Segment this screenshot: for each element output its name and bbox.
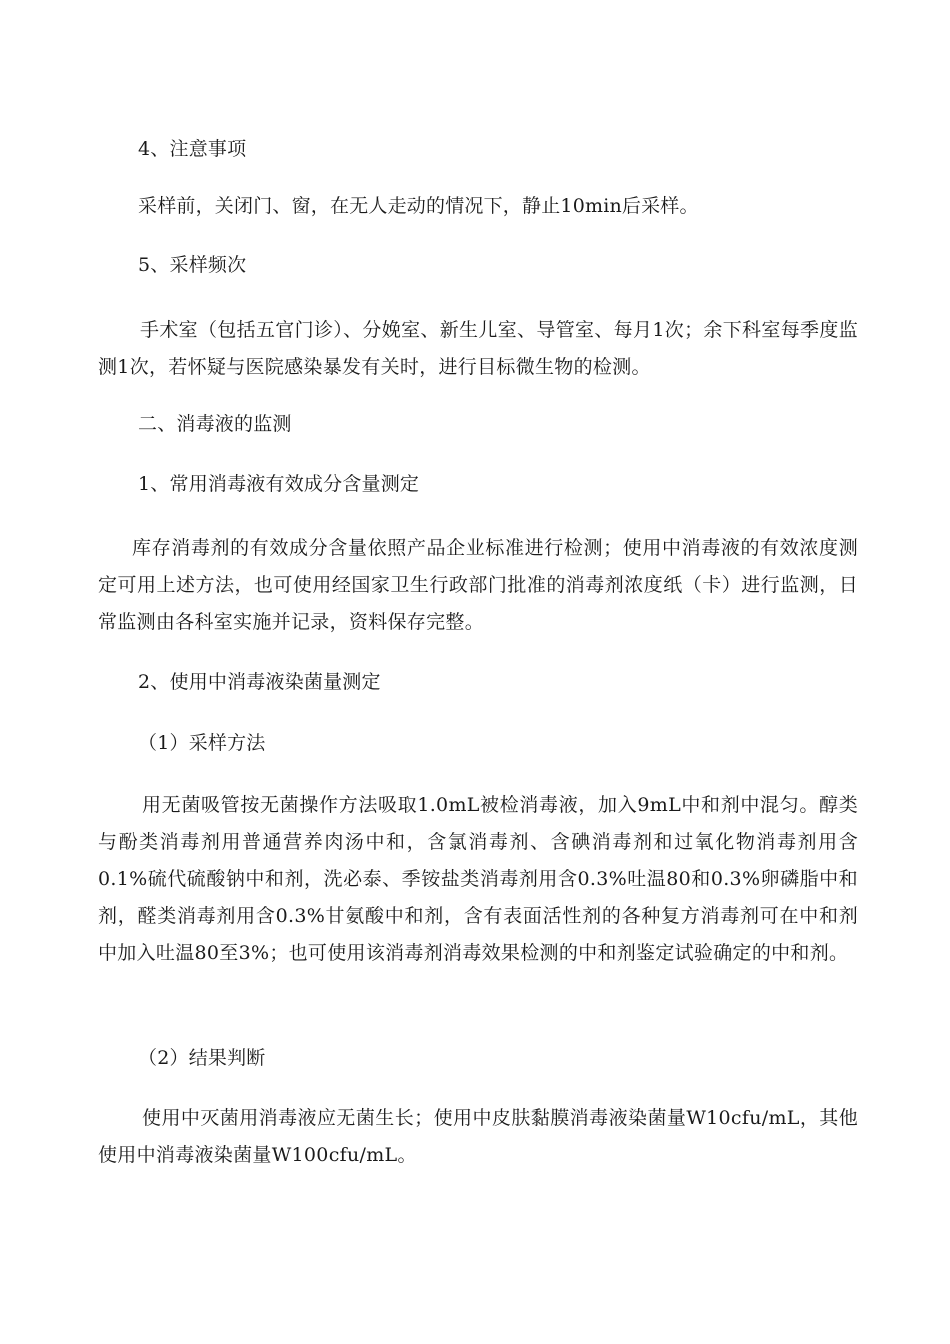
heading-active-ingredient: 1、常用消毒液有效成分含量测定 [138, 473, 420, 495]
paragraph-sampling-method: 用无菌吸管按无菌操作方法吸取1.0mL被检消毒液，加入9mL中和剂中混匀。醇类与酚类消毒剂用普通营养肉汤中和，含氯消毒剂、含碘消毒剂和过氧化物消毒剂用含0.1%硫代硫酸钠中和剂，洗必泰、季铵盐类消毒剂用含0.3%吐温80和0.3%卵磷脂中和剂，醛类消毒剂用含0.3%甘氨酸中和剂，含有表面活性剂的各种复方消毒剂可在中和剂中加入吐温80至3%；也可使用该消毒剂消毒效果检测的中和剂鉴定试验确定的中和剂。 [98, 794, 858, 964]
heading-sampling-method: （1）采样方法 [138, 732, 266, 754]
heading-contamination-measurement: 2、使用中消毒液染菌量测定 [138, 671, 381, 693]
heading-result-judgement: （2）结果判断 [138, 1047, 266, 1069]
paragraph-result-judgement: 使用中灭菌用消毒液应无菌生长；使用中皮肤黏膜消毒液染菌量W10cfu/mL，其他使用中消毒液染菌量W100cfu/mL。 [98, 1107, 858, 1166]
paragraph-precautions: 采样前，关闭门、窗，在无人走动的情况下，静止10min后采样。 [138, 195, 699, 217]
heading-precautions: 4、注意事项 [138, 138, 247, 160]
heading-disinfectant-monitoring: 二、消毒液的监测 [138, 413, 292, 435]
paragraph-sampling-frequency: 手术室（包括五官门诊）、分娩室、新生儿室、导管室、每月1次；余下科室每季度监测1次，若怀疑与医院感染暴发有关时，进行目标微生物的检测。 [98, 319, 858, 378]
paragraph-active-ingredient: 库存消毒剂的有效成分含量依照产品企业标准进行检测；使用中消毒液的有效浓度测定可用上述方法，也可使用经国家卫生行政部门批准的消毒剂浓度纸（卡）进行监测，日常监测由各科室实施并记录，资料保存完整。 [98, 537, 858, 633]
heading-sampling-frequency: 5、采样频次 [138, 254, 247, 276]
